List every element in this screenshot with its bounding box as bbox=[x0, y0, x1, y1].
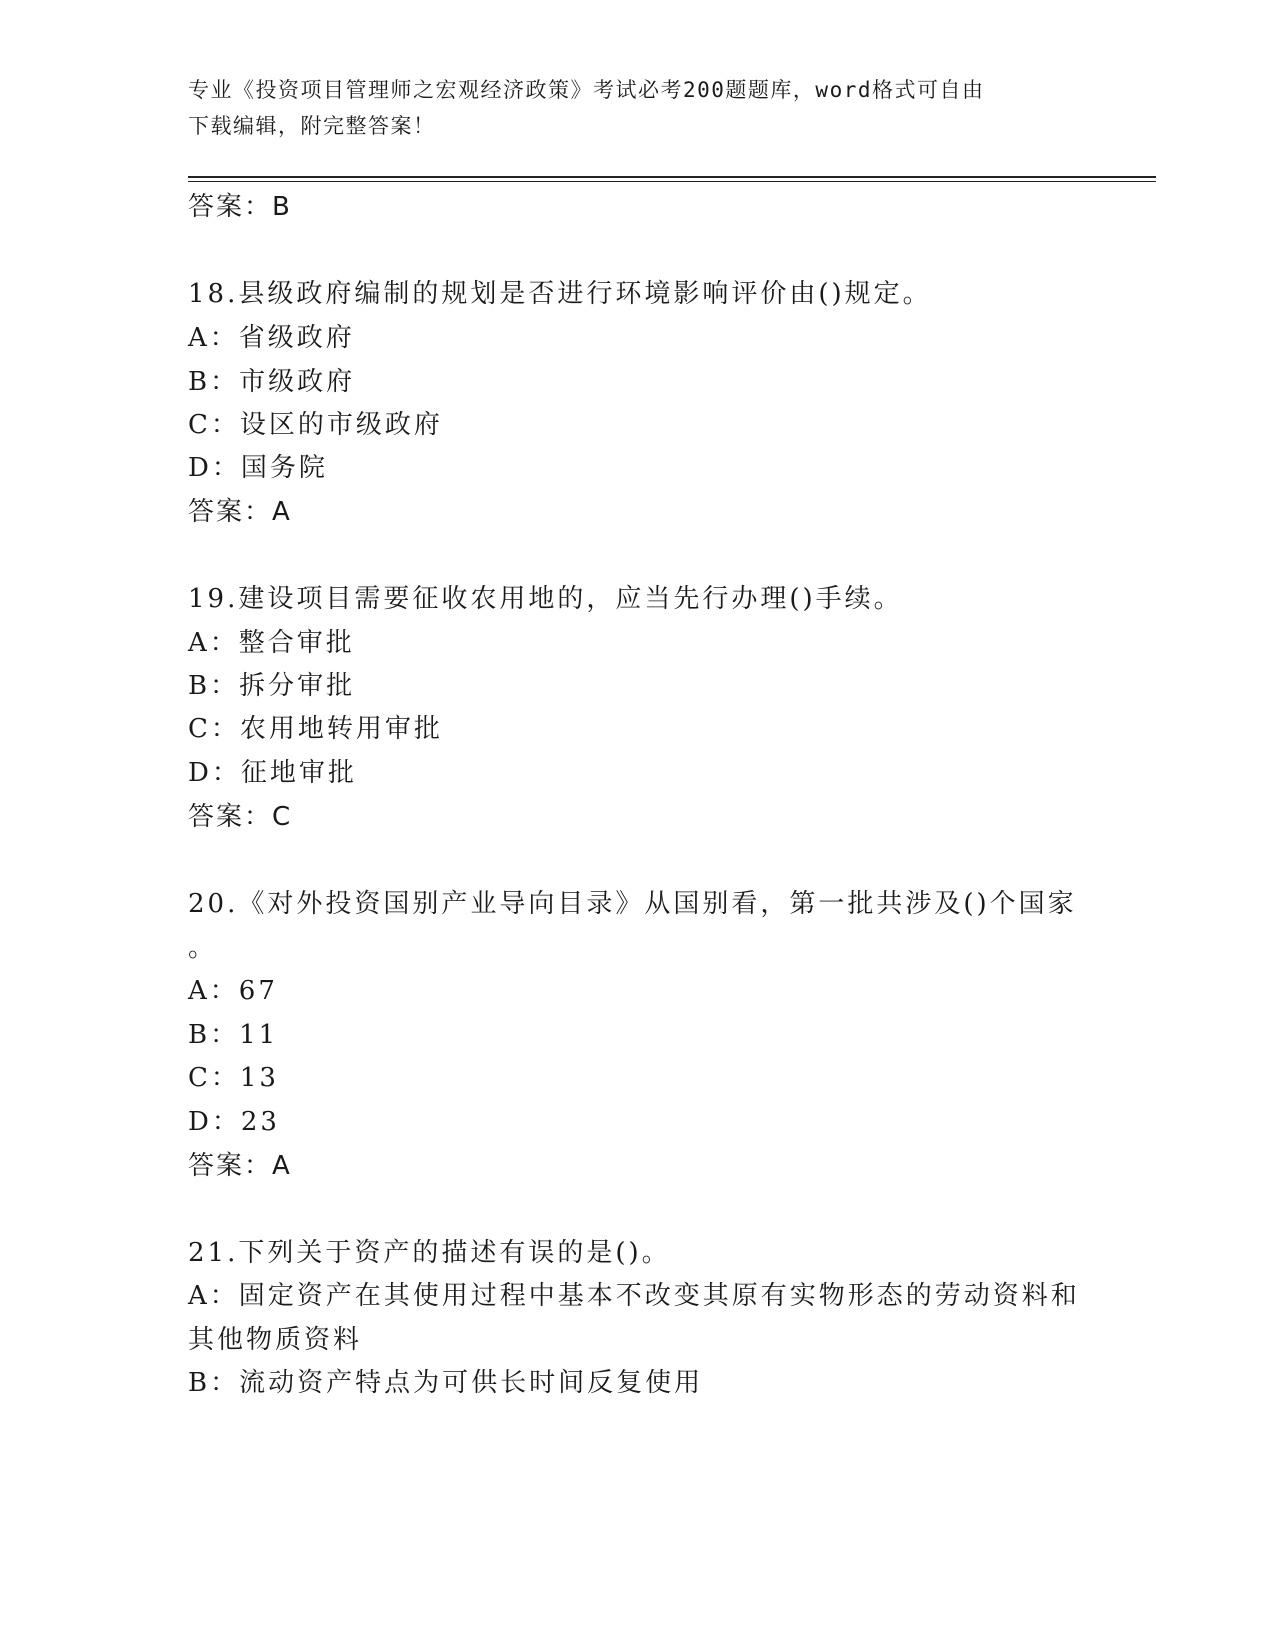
question-18-option-a: A：省级政府 bbox=[188, 323, 355, 353]
header-rule-thick bbox=[188, 176, 1156, 178]
question-18-answer: 答案：A bbox=[188, 497, 292, 527]
question-18-option-d: D：国务院 bbox=[188, 453, 328, 483]
question-20-text-line-1: 20.《对外投资国别产业导向目录》从国别看，第一批共涉及()个国家 bbox=[188, 889, 1077, 919]
question-19-option-d: D：征地审批 bbox=[188, 758, 357, 788]
question-20-option-c: C：13 bbox=[188, 1063, 279, 1093]
question-18-option-c: C：设区的市级政府 bbox=[188, 410, 443, 440]
header-line-2: 下载编辑，附完整答案！ bbox=[188, 114, 436, 138]
question-19-text: 19.建设项目需要征收农用地的，应当先行办理()手续。 bbox=[188, 584, 903, 614]
question-20-option-a: A：67 bbox=[188, 976, 278, 1006]
question-20-option-d: D：23 bbox=[188, 1107, 280, 1137]
question-20-option-b: B：11 bbox=[188, 1020, 279, 1050]
question-18-option-b: B：市级政府 bbox=[188, 367, 356, 397]
question-21-text: 21.下列关于资产的描述有误的是()。 bbox=[188, 1238, 671, 1268]
question-21-option-a-line-1: A：固定资产在其使用过程中基本不改变其原有实物形态的劳动资料和 bbox=[188, 1281, 1080, 1311]
question-21-option-a-line-2: 其他物质资料 bbox=[188, 1325, 363, 1355]
question-21-option-b: B：流动资产特点为可供长时间反复使用 bbox=[188, 1368, 704, 1398]
question-18-text: 18.县级政府编制的规划是否进行环境影响评价由()规定。 bbox=[188, 279, 932, 309]
question-20-answer: 答案：A bbox=[188, 1151, 292, 1181]
previous-answer: 答案：B bbox=[188, 192, 292, 222]
question-19-answer: 答案：C bbox=[188, 802, 293, 832]
question-19-option-c: C：农用地转用审批 bbox=[188, 714, 443, 744]
question-19-option-b: B：拆分审批 bbox=[188, 671, 356, 701]
document-header bbox=[188, 72, 1088, 144]
header-rule-thin bbox=[188, 181, 1156, 182]
question-20-text-line-2: 。 bbox=[188, 933, 218, 963]
header-line-1: 专业《投资项目管理师之宏观经济政策》考试必考200题题库，word格式可自由 bbox=[188, 78, 985, 102]
question-19-option-a: A：整合审批 bbox=[188, 628, 355, 658]
